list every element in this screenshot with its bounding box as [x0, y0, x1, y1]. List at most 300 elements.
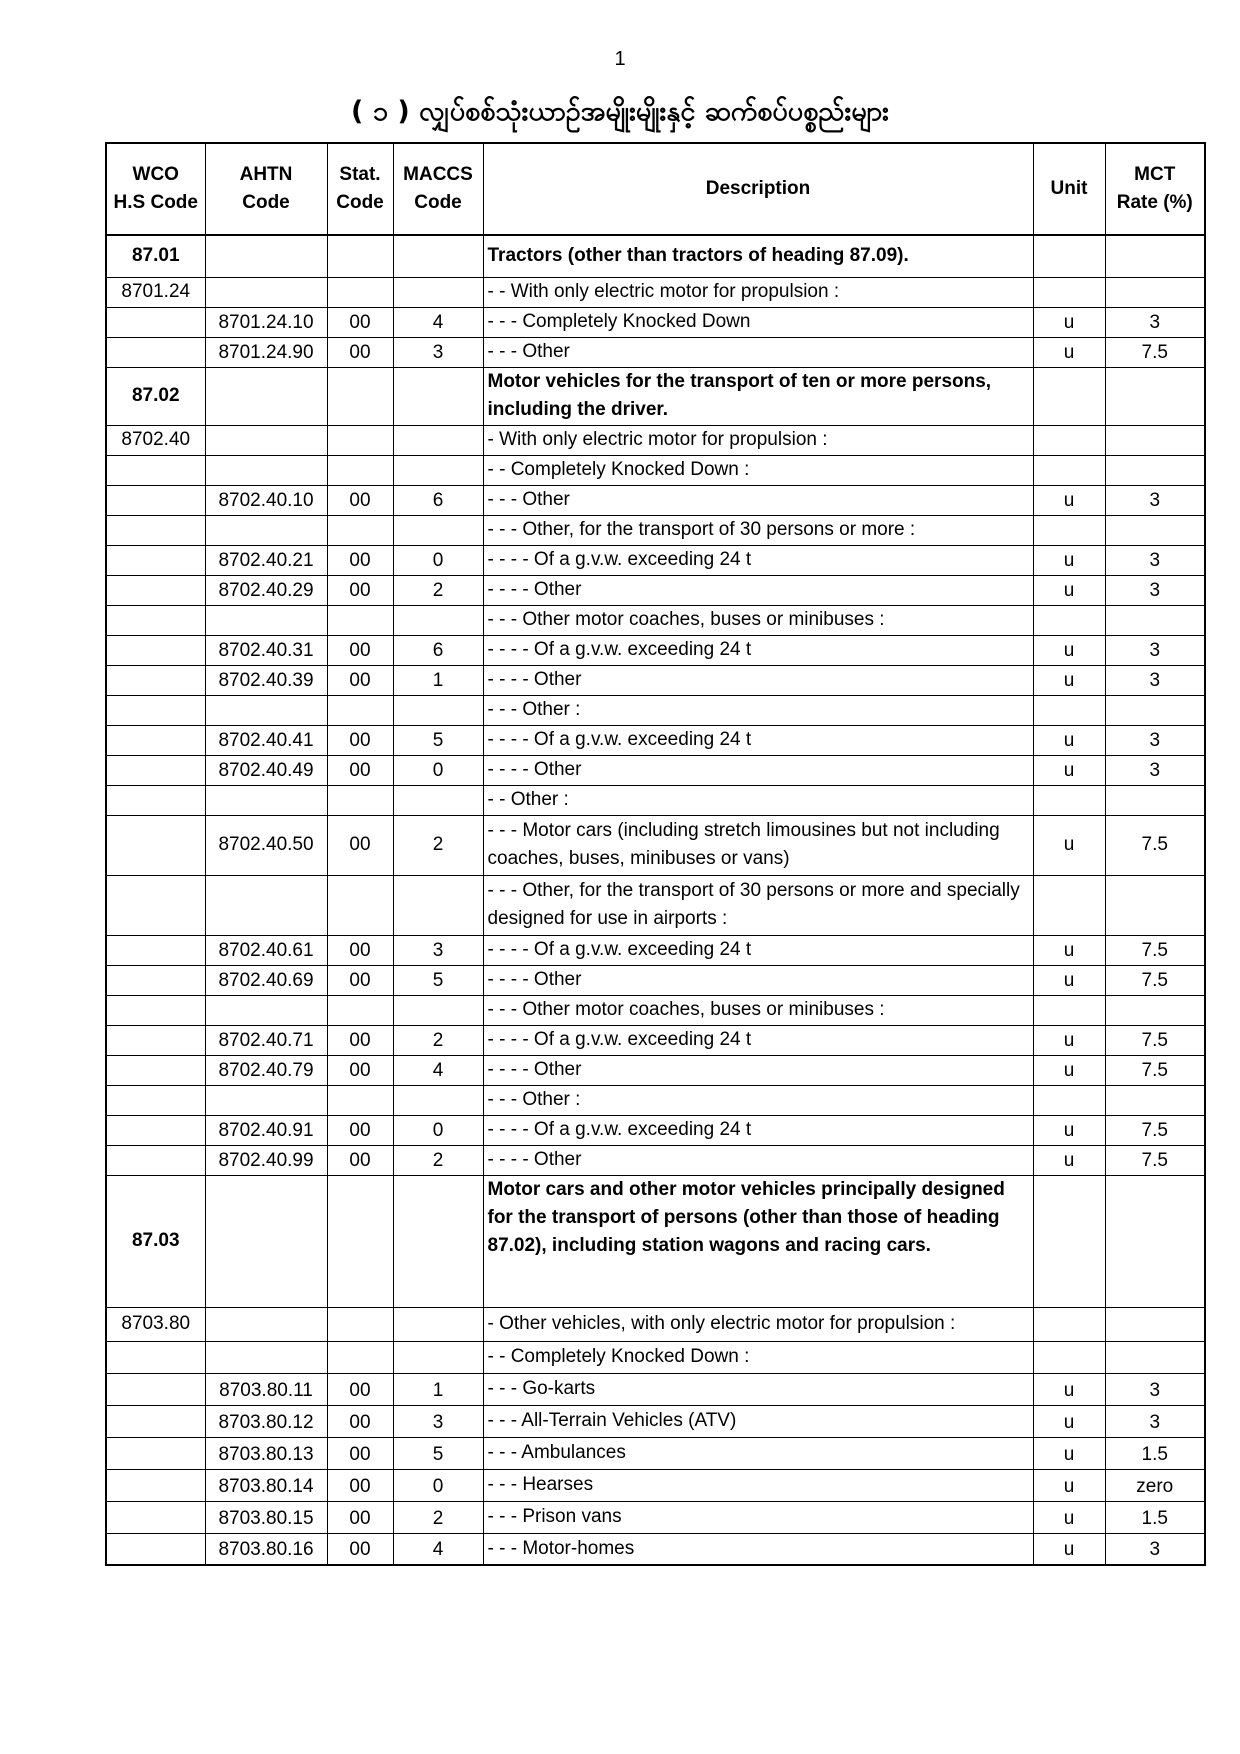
- cell-mct-rate: 1.5: [1105, 1501, 1205, 1533]
- table-row: [106, 515, 1205, 545]
- cell-wco-code: [106, 455, 205, 485]
- cell-unit: u: [1033, 755, 1105, 785]
- table-row: [106, 1533, 1205, 1565]
- cell-maccs-code: [393, 1175, 483, 1307]
- cell-maccs-code: 0: [393, 545, 483, 575]
- cell-ahtn-code: [205, 995, 327, 1025]
- cell-maccs-code: 3: [393, 337, 483, 367]
- cell-mct-rate: 3: [1105, 755, 1205, 785]
- cell-description: - - - - Other: [483, 665, 1033, 695]
- cell-ahtn-code: 8702.40.50: [205, 815, 327, 875]
- cell-ahtn-code: 8702.40.61: [205, 935, 327, 965]
- cell-maccs-code: 1: [393, 1373, 483, 1405]
- cell-ahtn-code: [205, 875, 327, 935]
- cell-ahtn-code: [205, 785, 327, 815]
- cell-mct-rate: 7.5: [1105, 815, 1205, 875]
- cell-stat-code: 00: [327, 725, 393, 755]
- table-row: [106, 1469, 1205, 1501]
- cell-ahtn-code: 8702.40.79: [205, 1055, 327, 1085]
- cell-unit: [1033, 875, 1105, 935]
- table-row: [106, 425, 1205, 455]
- cell-wco-code: [106, 965, 205, 995]
- cell-wco-code: [106, 1373, 205, 1405]
- cell-description: - - Completely Knocked Down :: [483, 455, 1033, 485]
- table-row: [106, 995, 1205, 1025]
- cell-unit: u: [1033, 635, 1105, 665]
- table-row: [106, 815, 1205, 875]
- cell-description: - - - Ambulances: [483, 1437, 1033, 1469]
- table-row: [106, 1145, 1205, 1175]
- cell-wco-code: [106, 575, 205, 605]
- cell-unit: u: [1033, 665, 1105, 695]
- cell-mct-rate: 7.5: [1105, 1055, 1205, 1085]
- cell-stat-code: 00: [327, 575, 393, 605]
- cell-description: - With only electric motor for propulsion :: [483, 425, 1033, 455]
- cell-maccs-code: 2: [393, 815, 483, 875]
- cell-unit: u: [1033, 1501, 1105, 1533]
- cell-wco-code: [106, 1437, 205, 1469]
- header-description: Description: [483, 143, 1033, 235]
- cell-wco-code: [106, 1533, 205, 1565]
- cell-unit: u: [1033, 1533, 1105, 1565]
- cell-mct-rate: [1105, 695, 1205, 725]
- cell-ahtn-code: [205, 455, 327, 485]
- cell-unit: u: [1033, 307, 1105, 337]
- cell-maccs-code: 1: [393, 665, 483, 695]
- cell-description: Tractors (other than tractors of heading 87.09).: [483, 235, 1033, 277]
- cell-description: - - - - Other: [483, 575, 1033, 605]
- table-row: [106, 665, 1205, 695]
- cell-description: - - - Completely Knocked Down: [483, 307, 1033, 337]
- page-title: ( ၁ ) လျှပ်စစ်သုံးယာဉ်အမျိုးမျိုးနှင့် ဆက်စပ်ပစ္စည်းများ: [351, 96, 889, 127]
- cell-stat-code: 00: [327, 1405, 393, 1437]
- cell-wco-code: 8702.40: [106, 425, 205, 455]
- header-mct-rate: MCT Rate (%): [1105, 143, 1205, 235]
- cell-stat-code: [327, 785, 393, 815]
- cell-wco-code: [106, 665, 205, 695]
- cell-ahtn-code: 8702.40.49: [205, 755, 327, 785]
- cell-stat-code: [327, 235, 393, 277]
- cell-wco-code: 8701.24: [106, 277, 205, 307]
- cell-stat-code: [327, 425, 393, 455]
- cell-maccs-code: [393, 235, 483, 277]
- cell-ahtn-code: [205, 1341, 327, 1373]
- cell-unit: u: [1033, 485, 1105, 515]
- cell-maccs-code: 5: [393, 965, 483, 995]
- cell-ahtn-code: 8703.80.12: [205, 1405, 327, 1437]
- cell-unit: u: [1033, 1145, 1105, 1175]
- cell-maccs-code: 2: [393, 1145, 483, 1175]
- cell-maccs-code: [393, 875, 483, 935]
- table-row: [106, 725, 1205, 755]
- cell-unit: u: [1033, 1373, 1105, 1405]
- cell-description: - - - - Other: [483, 755, 1033, 785]
- header-stat-code: Stat. Code: [327, 143, 393, 235]
- cell-mct-rate: [1105, 875, 1205, 935]
- cell-wco-code: [106, 1341, 205, 1373]
- cell-description: - - Other :: [483, 785, 1033, 815]
- cell-description: - - With only electric motor for propulsion :: [483, 277, 1033, 307]
- cell-wco-code: [106, 515, 205, 545]
- cell-wco-code: [106, 1085, 205, 1115]
- cell-maccs-code: 3: [393, 935, 483, 965]
- cell-stat-code: 00: [327, 485, 393, 515]
- cell-stat-code: 00: [327, 1437, 393, 1469]
- cell-mct-rate: [1105, 995, 1205, 1025]
- table-row: [106, 277, 1205, 307]
- cell-ahtn-code: 8703.80.16: [205, 1533, 327, 1565]
- cell-ahtn-code: 8703.80.13: [205, 1437, 327, 1469]
- cell-unit: u: [1033, 1469, 1105, 1501]
- cell-description: - - - Other, for the transport of 30 persons or more and specially designed for use in airports :: [483, 875, 1033, 935]
- cell-ahtn-code: 8702.40.31: [205, 635, 327, 665]
- table-row: [106, 235, 1205, 277]
- cell-unit: u: [1033, 1025, 1105, 1055]
- cell-wco-code: 87.02: [106, 367, 205, 425]
- cell-ahtn-code: 8702.40.41: [205, 725, 327, 755]
- cell-ahtn-code: 8702.40.21: [205, 545, 327, 575]
- cell-ahtn-code: [205, 605, 327, 635]
- cell-unit: u: [1033, 1437, 1105, 1469]
- table-row: [106, 965, 1205, 995]
- cell-wco-code: [106, 695, 205, 725]
- cell-ahtn-code: 8703.80.11: [205, 1373, 327, 1405]
- cell-stat-code: [327, 277, 393, 307]
- table-row: [106, 455, 1205, 485]
- cell-unit: u: [1033, 1055, 1105, 1085]
- cell-wco-code: [106, 485, 205, 515]
- cell-maccs-code: 5: [393, 1437, 483, 1469]
- cell-ahtn-code: 8701.24.10: [205, 307, 327, 337]
- cell-mct-rate: [1105, 425, 1205, 455]
- cell-mct-rate: 7.5: [1105, 965, 1205, 995]
- cell-description: - - - Go-karts: [483, 1373, 1033, 1405]
- cell-maccs-code: [393, 455, 483, 485]
- cell-maccs-code: 4: [393, 1055, 483, 1085]
- cell-mct-rate: [1105, 785, 1205, 815]
- cell-unit: [1033, 425, 1105, 455]
- cell-unit: u: [1033, 337, 1105, 367]
- table-row: [106, 635, 1205, 665]
- cell-description: - Other vehicles, with only electric motor for propulsion :: [483, 1307, 1033, 1341]
- cell-wco-code: [106, 545, 205, 575]
- cell-maccs-code: 5: [393, 725, 483, 755]
- cell-description: Motor vehicles for the transport of ten or more persons, including the driver.: [483, 367, 1033, 425]
- cell-maccs-code: [393, 515, 483, 545]
- cell-mct-rate: 3: [1105, 665, 1205, 695]
- cell-mct-rate: 1.5: [1105, 1437, 1205, 1469]
- cell-stat-code: 00: [327, 307, 393, 337]
- cell-unit: [1033, 1175, 1105, 1307]
- cell-mct-rate: 3: [1105, 1373, 1205, 1405]
- cell-ahtn-code: 8702.40.69: [205, 965, 327, 995]
- cell-unit: [1033, 277, 1105, 307]
- cell-description: - - - Other: [483, 485, 1033, 515]
- cell-stat-code: 00: [327, 1055, 393, 1085]
- cell-unit: [1033, 235, 1105, 277]
- cell-wco-code: [106, 337, 205, 367]
- table-row: [106, 875, 1205, 935]
- cell-ahtn-code: [205, 515, 327, 545]
- table-row: [106, 1437, 1205, 1469]
- cell-ahtn-code: 8702.40.29: [205, 575, 327, 605]
- cell-maccs-code: [393, 785, 483, 815]
- cell-mct-rate: [1105, 277, 1205, 307]
- header-ahtn-code: AHTN Code: [205, 143, 327, 235]
- cell-stat-code: [327, 1307, 393, 1341]
- cell-description: - - - - Of a g.v.w. exceeding 24 t: [483, 1115, 1033, 1145]
- cell-stat-code: 00: [327, 1025, 393, 1055]
- cell-stat-code: [327, 455, 393, 485]
- cell-wco-code: [106, 935, 205, 965]
- cell-maccs-code: [393, 605, 483, 635]
- cell-wco-code: [106, 1115, 205, 1145]
- cell-wco-code: [106, 875, 205, 935]
- cell-stat-code: 00: [327, 1373, 393, 1405]
- cell-mct-rate: 7.5: [1105, 935, 1205, 965]
- cell-mct-rate: [1105, 1341, 1205, 1373]
- cell-stat-code: [327, 695, 393, 725]
- cell-mct-rate: 7.5: [1105, 337, 1205, 367]
- table-row: [106, 367, 1205, 425]
- cell-wco-code: [106, 995, 205, 1025]
- cell-unit: [1033, 1341, 1105, 1373]
- header-maccs-code: MACCS Code: [393, 143, 483, 235]
- cell-wco-code: [106, 1145, 205, 1175]
- cell-stat-code: 00: [327, 1115, 393, 1145]
- cell-mct-rate: [1105, 367, 1205, 425]
- cell-wco-code: [106, 1501, 205, 1533]
- cell-stat-code: [327, 1085, 393, 1115]
- cell-wco-code: [106, 725, 205, 755]
- cell-mct-rate: 7.5: [1105, 1115, 1205, 1145]
- cell-unit: u: [1033, 1405, 1105, 1437]
- table-row: [106, 1501, 1205, 1533]
- cell-description: - - - All-Terrain Vehicles (ATV): [483, 1405, 1033, 1437]
- table-row: [106, 337, 1205, 367]
- cell-stat-code: 00: [327, 1469, 393, 1501]
- cell-description: Motor cars and other motor vehicles principally designed for the transport of persons (other than those of heading 87.02), including station wagons and racing cars.: [483, 1175, 1033, 1307]
- table-row: [106, 695, 1205, 725]
- cell-wco-code: [106, 635, 205, 665]
- cell-mct-rate: 3: [1105, 1533, 1205, 1565]
- table-row: [106, 1307, 1205, 1341]
- cell-ahtn-code: [205, 1085, 327, 1115]
- cell-unit: u: [1033, 545, 1105, 575]
- cell-maccs-code: [393, 367, 483, 425]
- cell-unit: u: [1033, 935, 1105, 965]
- cell-mct-rate: 7.5: [1105, 1145, 1205, 1175]
- cell-maccs-code: 4: [393, 307, 483, 337]
- cell-ahtn-code: 8703.80.15: [205, 1501, 327, 1533]
- cell-stat-code: [327, 515, 393, 545]
- cell-mct-rate: [1105, 455, 1205, 485]
- table-row: [106, 1405, 1205, 1437]
- cell-wco-code: 87.03: [106, 1175, 205, 1307]
- cell-description: - - - Prison vans: [483, 1501, 1033, 1533]
- cell-ahtn-code: 8702.40.71: [205, 1025, 327, 1055]
- cell-mct-rate: 7.5: [1105, 1025, 1205, 1055]
- cell-maccs-code: 0: [393, 1469, 483, 1501]
- tariff-table: [105, 142, 1206, 1566]
- cell-description: - - - Other, for the transport of 30 persons or more :: [483, 515, 1033, 545]
- cell-stat-code: [327, 1175, 393, 1307]
- cell-description: - - - Motor cars (including stretch limousines but not including coaches, buses, minibuses or vans): [483, 815, 1033, 875]
- cell-stat-code: 00: [327, 935, 393, 965]
- cell-wco-code: [106, 1025, 205, 1055]
- cell-description: - - - - Other: [483, 965, 1033, 995]
- cell-description: - - - Other motor coaches, buses or minibuses :: [483, 995, 1033, 1025]
- table-row: [106, 935, 1205, 965]
- cell-mct-rate: 3: [1105, 545, 1205, 575]
- header-unit: Unit: [1033, 143, 1105, 235]
- cell-stat-code: [327, 367, 393, 425]
- cell-mct-rate: 3: [1105, 307, 1205, 337]
- cell-unit: [1033, 455, 1105, 485]
- cell-wco-code: 87.01: [106, 235, 205, 277]
- cell-maccs-code: 2: [393, 575, 483, 605]
- cell-mct-rate: [1105, 1307, 1205, 1341]
- cell-maccs-code: 3: [393, 1405, 483, 1437]
- table-row: [106, 1341, 1205, 1373]
- cell-mct-rate: [1105, 515, 1205, 545]
- cell-unit: [1033, 1307, 1105, 1341]
- cell-stat-code: [327, 1341, 393, 1373]
- cell-stat-code: [327, 605, 393, 635]
- cell-ahtn-code: 8702.40.99: [205, 1145, 327, 1175]
- cell-wco-code: [106, 1469, 205, 1501]
- table-row: [106, 575, 1205, 605]
- cell-ahtn-code: 8702.40.91: [205, 1115, 327, 1145]
- cell-maccs-code: 4: [393, 1533, 483, 1565]
- cell-maccs-code: 2: [393, 1025, 483, 1055]
- cell-ahtn-code: [205, 235, 327, 277]
- cell-unit: [1033, 367, 1105, 425]
- cell-ahtn-code: [205, 277, 327, 307]
- cell-stat-code: 00: [327, 815, 393, 875]
- cell-maccs-code: [393, 425, 483, 455]
- cell-description: - - - - Of a g.v.w. exceeding 24 t: [483, 635, 1033, 665]
- cell-maccs-code: [393, 1341, 483, 1373]
- table-row: [106, 1025, 1205, 1055]
- cell-ahtn-code: [205, 1175, 327, 1307]
- cell-description: - - - - Of a g.v.w. exceeding 24 t: [483, 725, 1033, 755]
- cell-description: - - - - Of a g.v.w. exceeding 24 t: [483, 545, 1033, 575]
- header-wco-hs-code: WCO H.S Code: [106, 143, 205, 235]
- table-row: [106, 755, 1205, 785]
- cell-description: - - - Other :: [483, 695, 1033, 725]
- cell-maccs-code: 0: [393, 755, 483, 785]
- cell-unit: [1033, 695, 1105, 725]
- cell-wco-code: [106, 307, 205, 337]
- cell-maccs-code: [393, 695, 483, 725]
- cell-description: - - - Other :: [483, 1085, 1033, 1115]
- table-row: [106, 605, 1205, 635]
- cell-mct-rate: 3: [1105, 1405, 1205, 1437]
- table-row: [106, 307, 1205, 337]
- page-number: 1: [614, 48, 626, 70]
- cell-maccs-code: [393, 995, 483, 1025]
- cell-wco-code: [106, 1055, 205, 1085]
- cell-maccs-code: 2: [393, 1501, 483, 1533]
- cell-description: - - - Motor-homes: [483, 1533, 1033, 1565]
- cell-unit: [1033, 1085, 1105, 1115]
- cell-maccs-code: [393, 277, 483, 307]
- table-body: [106, 235, 1205, 1565]
- table-row: [106, 785, 1205, 815]
- cell-maccs-code: 0: [393, 1115, 483, 1145]
- table-row: [106, 1055, 1205, 1085]
- cell-description: - - - - Of a g.v.w. exceeding 24 t: [483, 1025, 1033, 1055]
- cell-description: - - - Other motor coaches, buses or minibuses :: [483, 605, 1033, 635]
- cell-maccs-code: 6: [393, 485, 483, 515]
- cell-description: - - - Other: [483, 337, 1033, 367]
- table-row: [106, 1175, 1205, 1307]
- cell-ahtn-code: 8703.80.14: [205, 1469, 327, 1501]
- cell-mct-rate: [1105, 605, 1205, 635]
- cell-mct-rate: 3: [1105, 635, 1205, 665]
- cell-stat-code: 00: [327, 545, 393, 575]
- cell-ahtn-code: 8702.40.39: [205, 665, 327, 695]
- cell-wco-code: [106, 1405, 205, 1437]
- table-row: [106, 1115, 1205, 1145]
- cell-description: - - - Hearses: [483, 1469, 1033, 1501]
- cell-stat-code: 00: [327, 965, 393, 995]
- cell-unit: u: [1033, 815, 1105, 875]
- cell-mct-rate: zero: [1105, 1469, 1205, 1501]
- cell-stat-code: 00: [327, 755, 393, 785]
- cell-wco-code: [106, 605, 205, 635]
- cell-unit: u: [1033, 575, 1105, 605]
- cell-ahtn-code: 8701.24.90: [205, 337, 327, 367]
- cell-unit: u: [1033, 725, 1105, 755]
- cell-unit: [1033, 515, 1105, 545]
- table-row: [106, 1085, 1205, 1115]
- cell-unit: [1033, 605, 1105, 635]
- cell-wco-code: [106, 755, 205, 785]
- cell-mct-rate: [1105, 1175, 1205, 1307]
- cell-wco-code: [106, 785, 205, 815]
- cell-unit: u: [1033, 965, 1105, 995]
- cell-stat-code: 00: [327, 337, 393, 367]
- cell-wco-code: [106, 815, 205, 875]
- cell-maccs-code: 6: [393, 635, 483, 665]
- cell-stat-code: [327, 995, 393, 1025]
- cell-unit: [1033, 995, 1105, 1025]
- cell-mct-rate: [1105, 1085, 1205, 1115]
- cell-description: - - - - Other: [483, 1055, 1033, 1085]
- cell-maccs-code: [393, 1085, 483, 1115]
- cell-description: - - - - Other: [483, 1145, 1033, 1175]
- cell-unit: u: [1033, 1115, 1105, 1145]
- cell-stat-code: 00: [327, 635, 393, 665]
- cell-stat-code: 00: [327, 665, 393, 695]
- cell-ahtn-code: [205, 367, 327, 425]
- cell-ahtn-code: [205, 695, 327, 725]
- cell-stat-code: 00: [327, 1533, 393, 1565]
- table-row: [106, 545, 1205, 575]
- cell-unit: [1033, 785, 1105, 815]
- cell-ahtn-code: [205, 425, 327, 455]
- cell-mct-rate: 3: [1105, 575, 1205, 605]
- cell-ahtn-code: [205, 1307, 327, 1341]
- cell-wco-code: 8703.80: [106, 1307, 205, 1341]
- cell-stat-code: 00: [327, 1501, 393, 1533]
- table-header-row: [106, 143, 1205, 235]
- cell-stat-code: [327, 875, 393, 935]
- cell-stat-code: 00: [327, 1145, 393, 1175]
- table-row: [106, 485, 1205, 515]
